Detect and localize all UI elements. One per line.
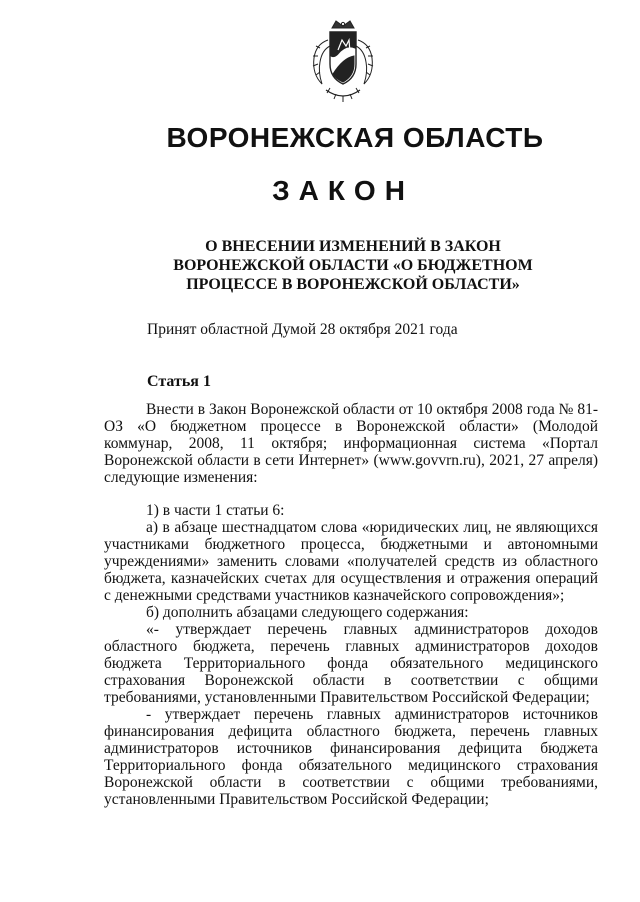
paragraph-item-b: б) дополнить абзацами следующего содержания: bbox=[146, 604, 469, 621]
adoption-date: Принят областной Думой 28 октября 2021 года bbox=[147, 321, 458, 338]
article-body bbox=[104, 401, 598, 808]
coat-of-arms-icon bbox=[306, 18, 380, 106]
paragraph-item-1: 1) в части 1 статьи 6: bbox=[146, 502, 285, 519]
paragraph-intro: Внести в Закон Воронежской области от 10 октября 2008 года № 81-ОЗ «О бюджетном процессе в Воронежской области» (Молодой коммунар, 2008, 11 октября; информационная система «Портал Воронежской области в сети Интернет» (www.govvrn.ru), 2021, 27 апреля) следующие изменения: bbox=[104, 401, 598, 486]
subject-line: ВОРОНЕЖСКОЙ ОБЛАСТИ «О БЮДЖЕТНОМ bbox=[173, 257, 533, 274]
document-type: ЗАКОН bbox=[272, 175, 414, 206]
subject-line: ПРОЦЕССЕ В ВОРОНЕЖСКОЙ ОБЛАСТИ» bbox=[186, 276, 520, 293]
subject-line: О ВНЕСЕНИИ ИЗМЕНЕНИЙ В ЗАКОН bbox=[205, 238, 501, 255]
article-heading: Статья 1 bbox=[147, 373, 211, 390]
law-subject bbox=[120, 237, 586, 294]
paragraph-item-a: а) в абзаце шестнадцатом слова «юридических лиц, не являющихся участниками бюджетного процесса, бюджетными и автономными учреждениями» заменить словами «получателей средств из областного бюджета, казначейских счетах для осуществления и отражения операций с денежными средствами участников казначейского сопровождения»; bbox=[104, 519, 598, 604]
paragraph-amendment-1: «- утверждает перечень главных администраторов доходов областного бюджета, перечень главных администраторов доходов бюджета Территориального фонда обязательного медицинского страхования Воронежской области в соответствии с общими требованиями, установленными Правительством Российской Федерации; bbox=[104, 621, 598, 706]
region-title: ВОРОНЕЖСКАЯ ОБЛАСТЬ bbox=[166, 122, 544, 153]
paragraph-amendment-2: - утверждает перечень главных администраторов источников финансирования дефицита областного бюджета, перечень главных администраторов источников финансирования дефицита бюджета Территориального фонда обязательного медицинского страхования Воронежской области в соответствии с общими требованиями, установленными Правительством Российской Федерации; bbox=[104, 706, 598, 808]
